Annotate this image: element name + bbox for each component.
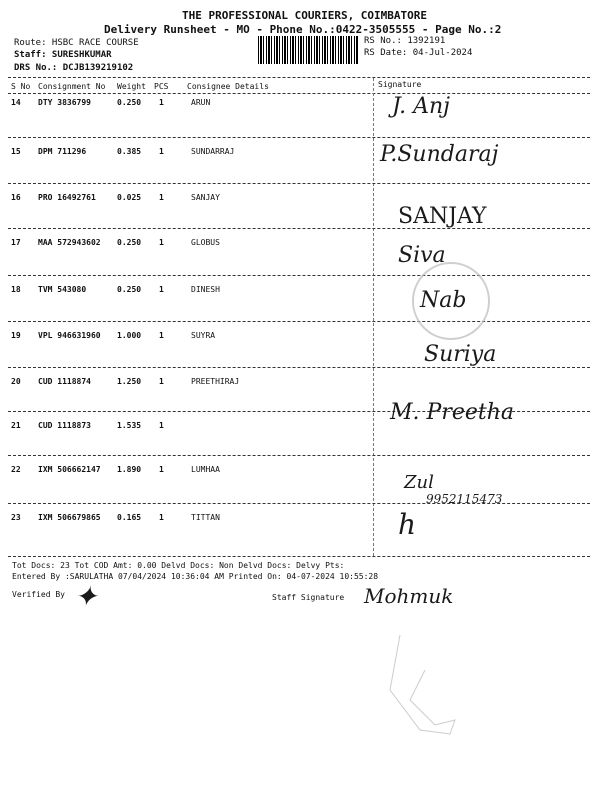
row-consignment-no: IXM 506679865 (38, 513, 101, 522)
row-weight: 0.385 (117, 147, 142, 156)
row-sno: 23 (11, 513, 21, 522)
row-pcs: 1 (159, 285, 164, 294)
row-consignment-no: CUD 1118874 (38, 377, 91, 386)
row-weight: 1.535 (117, 421, 142, 430)
row-sno: 17 (11, 238, 21, 247)
sig-row-15: P.Sundaraj (380, 142, 499, 167)
row-pcs: 1 (159, 98, 164, 107)
route-label: Route: HSBC RACE COURSE (14, 38, 139, 48)
pen-scribble (380, 630, 480, 740)
phone-note-row-22: 9952115473 (426, 492, 503, 506)
row-sno: 22 (11, 465, 21, 474)
row-weight: 1.000 (117, 331, 142, 340)
verified-by-label: Verified By (12, 590, 65, 599)
row-pcs: 1 (159, 377, 164, 386)
row-consignment-no: MAA 572943602 (38, 238, 101, 247)
entered-line: Entered By :SARULATHA 07/04/2024 10:36:04 AM Printed On: 04-07-2024 10:55:28 (12, 572, 379, 581)
row-consignee: LUMHAA (191, 465, 220, 474)
row-weight: 0.250 (117, 98, 142, 107)
row-divider (8, 503, 590, 504)
row-pcs: 1 (159, 513, 164, 522)
col-pcs: PCS (154, 82, 169, 91)
row-pcs: 1 (159, 331, 164, 340)
row-divider (8, 137, 590, 138)
row-consignment-no: VPL 946631960 (38, 331, 101, 340)
drs-label: DRS No.: DCJB139219102 (14, 63, 134, 73)
row-consignee: PREETHIRAJ (191, 377, 240, 386)
col-consignee: Consignee Details (187, 82, 269, 91)
row-consignment-no: IXM 506662147 (38, 465, 101, 474)
row-consignee: TITTAN (191, 513, 220, 522)
sig-row-21: M. Preetha (390, 400, 514, 425)
row-consignment-no: PRO 16492761 (38, 193, 96, 202)
col-sno: S No (11, 82, 31, 91)
row-consignee: GLOBUS (191, 238, 220, 247)
col-consignment: Consignment No (38, 82, 106, 91)
row-weight: 0.025 (117, 193, 142, 202)
row-consignment-no: TVM 543080 (38, 285, 87, 294)
staff-label: Staff: SURESHKUMAR (14, 50, 112, 60)
row-weight: 1.890 (117, 465, 142, 474)
sig-row-19: Suriya (424, 342, 497, 367)
row-sno: 15 (11, 147, 21, 156)
row-pcs: 1 (159, 147, 164, 156)
row-weight: 1.250 (117, 377, 142, 386)
row-divider (8, 367, 590, 368)
sig-row-23: h (398, 508, 417, 541)
row-sno: 21 (11, 421, 21, 430)
row-divider (8, 183, 590, 184)
row-weight: 0.250 (117, 285, 142, 294)
company-title: THE PROFESSIONAL COURIERS, COIMBATORE (182, 9, 428, 22)
row-consignee: SUNDARRAJ (191, 147, 235, 156)
row-consignee: ARUN (191, 98, 211, 107)
row-consignee: DINESH (191, 285, 220, 294)
row-consignee: SANJAY (191, 193, 220, 202)
row-divider (8, 275, 590, 276)
row-consignment-no: DPM 711296 (38, 147, 87, 156)
row-sno: 18 (11, 285, 21, 294)
col-divider (373, 78, 374, 556)
row-divider (8, 455, 590, 456)
row-pcs: 1 (159, 238, 164, 247)
row-consignee: SUYRA (191, 331, 216, 340)
row-consignment-no: CUD 1118873 (38, 421, 91, 430)
staff-signature-label: Staff Signature (272, 593, 345, 602)
sig-row-14: J. Anj (392, 94, 450, 119)
verifier-signature: ✦ (74, 580, 98, 613)
rs-date: RS Date: 04-Jul-2024 (364, 48, 473, 58)
rs-no: RS No.: 1392191 (364, 36, 446, 46)
col-weight: Weight (117, 82, 146, 91)
row-weight: 0.165 (117, 513, 142, 522)
row-sno: 20 (11, 377, 21, 386)
sig-row-17: Siva (398, 243, 446, 268)
row-sno: 16 (11, 193, 21, 202)
staff-signature: Mohmuk (364, 584, 454, 608)
sig-row-22: Zul (404, 472, 434, 493)
sig-row-18: Nab (420, 288, 467, 313)
row-consignment-no: DTY 3836799 (38, 98, 91, 107)
barcode (258, 36, 358, 64)
sig-row-16: SANJAY (398, 204, 487, 229)
row-divider (8, 321, 590, 322)
runsheet-title: Delivery Runsheet - MO - Phone No.:0422-3505555 - Page No.:2 (104, 23, 502, 36)
col-signature: Signature (378, 80, 422, 89)
row-pcs: 1 (159, 421, 164, 430)
row-sno: 14 (11, 98, 21, 107)
row-pcs: 1 (159, 465, 164, 474)
row-weight: 0.250 (117, 238, 142, 247)
row-sno: 19 (11, 331, 21, 340)
totals-line: Tot Docs: 23 Tot COD Amt: 0.00 Delvd Docs: Non Delvd Docs: Delvy Pts: (12, 561, 345, 570)
row-pcs: 1 (159, 193, 164, 202)
row-divider (8, 228, 590, 229)
